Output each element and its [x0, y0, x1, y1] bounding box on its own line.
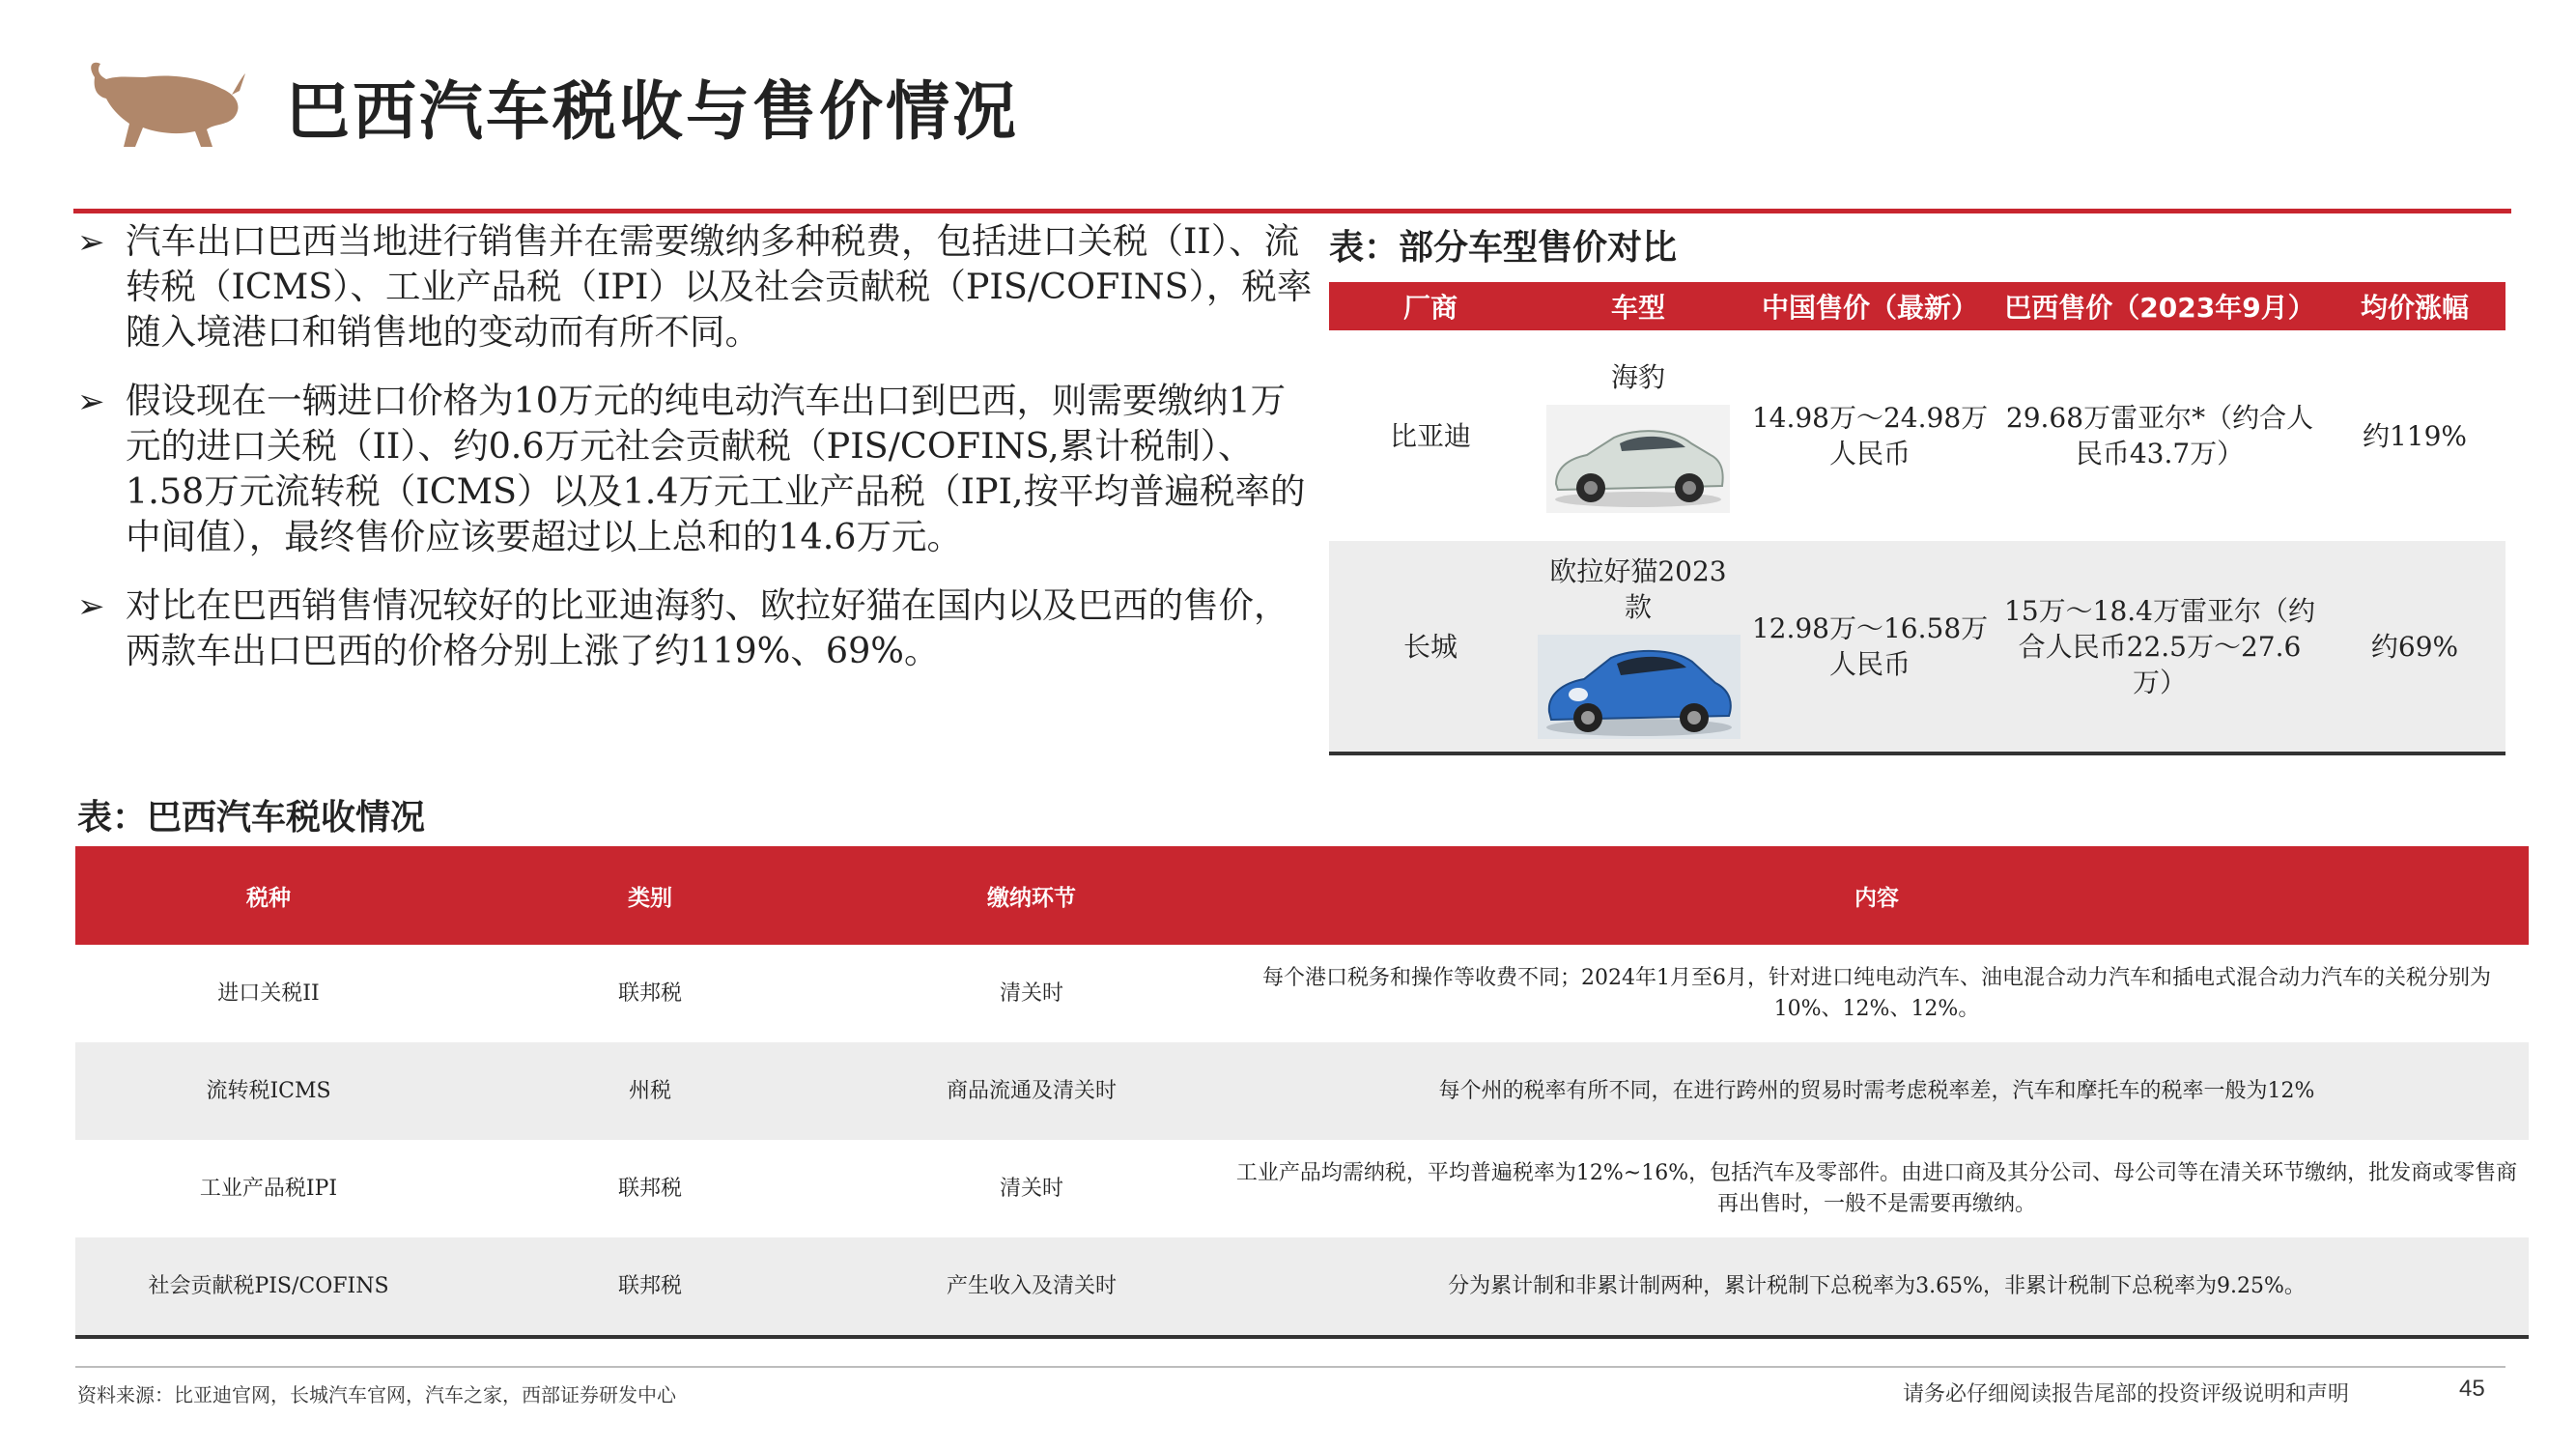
column-header: 类别 — [462, 846, 838, 945]
table-row — [75, 1237, 2529, 1337]
price-comparison-table — [1329, 282, 2505, 755]
tax-stage-cell: 清关时 — [999, 980, 1063, 1006]
tax-category-cell: 联邦税 — [462, 1237, 838, 1337]
column-header: 税种 — [75, 846, 462, 945]
table-row — [1329, 541, 2505, 753]
tax-content-cell: 每个港口税务和操作等收费不同；2024年1月至6月，针对进口纯电动汽车、油电混合动力汽车和插电式混合动力汽车的关税分别为10%、12%、12%。 — [1262, 965, 2491, 1021]
increase-cell: 约119% — [2324, 330, 2505, 541]
tax-stage-cell: 清关时 — [999, 1176, 1063, 1201]
model-cell — [1532, 541, 1744, 753]
column-header: 厂商 — [1329, 282, 1532, 330]
column-header: 巴西售价（2023年9月） — [1996, 282, 2324, 330]
tax-name-cell: 进口关税II — [217, 980, 320, 1006]
model-cell — [1532, 330, 1744, 541]
column-header: 缴纳环节 — [838, 846, 1225, 945]
page-number: 45 — [2459, 1376, 2485, 1402]
bull-logo-icon — [81, 56, 245, 153]
footer-divider — [75, 1366, 2505, 1368]
brazil-price-cell: 29.68万雷亚尔*（约合人民币43.7万） — [1996, 330, 2324, 541]
tax-category-cell: 联邦税 — [617, 980, 682, 1006]
table-row — [1329, 330, 2505, 541]
table-row — [75, 945, 2529, 1042]
tax-content-cell: 每个州的税率有所不同，在进行跨州的贸易时需考虑税率差，汽车和摩托车的税率一般为12% — [1225, 1042, 2529, 1140]
model-name: 海豹 — [1610, 360, 1665, 393]
china-price-cell: 12.98万～16.58万人民币 — [1744, 541, 1996, 753]
tax-table — [75, 846, 2529, 1339]
maker-cell: 比亚迪 — [1329, 330, 1532, 541]
arrow-bullet-icon: ➢ — [77, 383, 105, 421]
bullet-text: 对比在巴西销售情况较好的比亚迪海豹、欧拉好猫在国内以及巴西的售价，两款车出口巴西的价格分别上涨了约119%、69%。 — [126, 584, 1289, 671]
column-header: 中国售价（最新） — [1744, 282, 1996, 330]
page-title: 巴西汽车税收与售价情况 — [286, 74, 1019, 149]
bullet-item — [77, 378, 1314, 559]
tax-name-cell: 社会贡献税PIS/COFINS — [75, 1237, 462, 1337]
tax-content-cell: 工业产品均需纳税，平均普遍税率为12%~16%，包括汽车及零部件。由进口商及其分公司、母公司等在清关环节缴纳，批发商或零售商再出售时，一般不是需要再缴纳。 — [1235, 1160, 2518, 1216]
source-note: 资料来源：比亚迪官网，长城汽车官网，汽车之家，西部证券研发中心 — [77, 1383, 676, 1406]
byd-seal-car-image — [1546, 405, 1730, 513]
ora-good-cat-car-image — [1538, 635, 1741, 739]
table-header-row — [75, 846, 2529, 945]
tax-table-title: 表：巴西汽车税收情况 — [77, 798, 426, 838]
tax-stage-cell: 产生收入及清关时 — [838, 1237, 1225, 1337]
brazil-price-cell: 15万～18.4万雷亚尔（约合人民币22.5万～27.6万） — [1996, 541, 2324, 753]
arrow-bullet-icon: ➢ — [77, 223, 105, 262]
column-header: 车型 — [1532, 282, 1744, 330]
disclaimer: 请务必仔细阅读报告尾部的投资评级说明和声明 — [1903, 1382, 2350, 1406]
bullet-item — [77, 218, 1314, 355]
increase-cell: 约69% — [2324, 541, 2505, 753]
arrow-bullet-icon: ➢ — [77, 587, 105, 626]
tax-name-cell: 流转税ICMS — [75, 1042, 462, 1140]
bullet-list — [77, 218, 1314, 696]
china-price-cell: 14.98万～24.98万人民币 — [1744, 330, 1996, 541]
bullet-text: 汽车出口巴西当地进行销售并在需要缴纳多种税费，包括进口关税（II）、流转税（ICMS）、工业产品税（IPI）以及社会贡献税（PIS/COFINS），税率随入境港口和销售地的变动而有所不同。 — [126, 220, 1313, 353]
tax-category-cell: 州税 — [462, 1042, 838, 1140]
top-divider — [73, 209, 2511, 213]
tax-name-cell: 工业产品税IPI — [199, 1176, 338, 1201]
column-header: 均价涨幅 — [2324, 282, 2505, 330]
tax-category-cell: 联邦税 — [617, 1176, 682, 1201]
maker-cell: 长城 — [1329, 541, 1532, 753]
table-header-row — [1329, 282, 2505, 330]
bullet-text: 假设现在一辆进口价格为10万元的纯电动汽车出口到巴西，则需要缴纳1万元的进口关税（II）、约0.6万元社会贡献税（PIS/COFINS,累计税制）、1.58万元流转税（ICMS）以及1.4万元工业产品税（IPI,按平均普遍税率的中间值），最终售价应该要超过以上总和的14.6万元。 — [126, 380, 1306, 557]
price-table-title: 表：部分车型售价对比 — [1329, 228, 1678, 268]
table-row — [75, 1042, 2529, 1140]
tax-content-cell: 分为累计制和非累计制两种，累计税制下总税率为3.65%，非累计税制下总税率为9.25%。 — [1225, 1237, 2529, 1337]
table-row — [75, 1140, 2529, 1237]
model-name: 欧拉好猫2023款 — [1549, 555, 1727, 623]
bullet-item — [77, 582, 1314, 673]
tax-stage-cell: 商品流通及清关时 — [838, 1042, 1225, 1140]
column-header: 内容 — [1225, 846, 2529, 945]
